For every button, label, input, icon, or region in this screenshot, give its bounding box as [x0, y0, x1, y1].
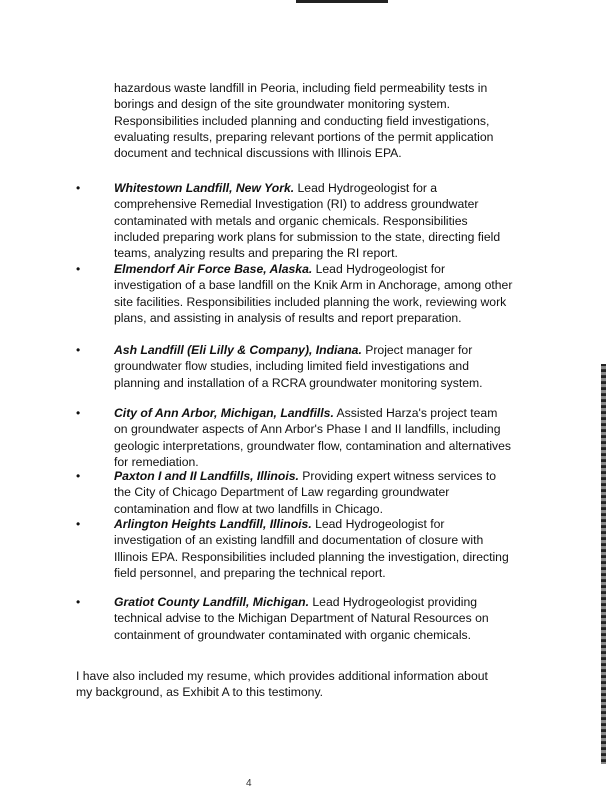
project-name-2: Elmendorf Air Force Base, Alaska. — [114, 262, 313, 276]
project-item-3 — [114, 342, 514, 391]
project-item-6 — [114, 516, 514, 581]
page-number: 4 — [246, 778, 252, 789]
project-item-7 — [114, 594, 514, 643]
project-name-1: Whitestown Landfill, New York. — [114, 181, 295, 195]
project-name-5: Paxton I and II Landfills, Illinois. — [114, 469, 299, 483]
project-name-6: Arlington Heights Landfill, Illinois. — [114, 517, 312, 531]
continuation-paragraph: hazardous waste landfill in Peoria, including field permeability tests in borings and design of the site groundwater monitoring system. Responsibilities included planning and conducting field investigations, evaluating results, preparing relevant portions of the permit application document and technical discussions with Illinois EPA. — [114, 81, 494, 161]
scan-edge-artifact — [601, 364, 606, 764]
bullet-7: • — [76, 595, 81, 609]
bullet-3: • — [76, 343, 81, 357]
closing-paragraph: I have also included my resume, which provides additional information about my background, as Exhibit A to this testimony. — [76, 669, 488, 700]
project-item-2 — [114, 261, 514, 326]
bullet-4: • — [76, 406, 81, 420]
bullet-5: • — [76, 469, 81, 483]
project-desc-7: Lead Hydrogeologist providing technical advise to the Michigan Department of Natural Resources on containment of groundwater contaminated with organic chemicals. — [114, 595, 489, 642]
bullet-6: • — [76, 517, 81, 531]
project-desc-1: Lead Hydrogeologist for a comprehensive Remedial Investigation (RI) to address groundwater contaminated with metals and organic chemicals. Responsibilities included preparing work plans for submission to the state, directing field teams, analyzing results and preparing the RI report. — [114, 181, 501, 261]
project-item-5 — [114, 468, 514, 517]
scan-top-mark — [296, 0, 388, 3]
project-item-4 — [114, 405, 514, 470]
project-desc-4: Assisted Harza's project team on groundwater aspects of Ann Arbor's Phase I and II landfills, including geologic interpretations, groundwater flow, contamination and alternatives for remediation. — [114, 406, 512, 469]
project-desc-6: Lead Hydrogeologist for investigation of an existing landfill and documentation of closure with Illinois EPA. Responsibilities included planning the investigation, directing field personnel, and preparing the technical report. — [114, 517, 509, 580]
project-desc-5: Providing expert witness services to the City of Chicago Department of Law regarding groundwater contamination and flow at two landfills in Chicago. — [114, 469, 496, 516]
project-desc-3: Project manager for groundwater flow studies, including limited field investigations and planning and installation of a RCRA groundwater monitoring system. — [114, 343, 483, 390]
bullet-1: • — [76, 181, 81, 195]
project-item-1 — [114, 180, 514, 261]
project-name-4: City of Ann Arbor, Michigan, Landfills. — [114, 406, 334, 420]
project-name-3: Ash Landfill (Eli Lilly & Company), Indiana. — [114, 343, 362, 357]
bullet-2: • — [76, 262, 81, 276]
project-name-7: Gratiot County Landfill, Michigan. — [114, 595, 309, 609]
project-desc-2: Lead Hydrogeologist for investigation of a base landfill on the Knik Arm in Anchorage, among other site facilities. Responsibilities included planning the work, reviewing work plans, and assisting in analysis of results and report preparation. — [114, 262, 513, 325]
